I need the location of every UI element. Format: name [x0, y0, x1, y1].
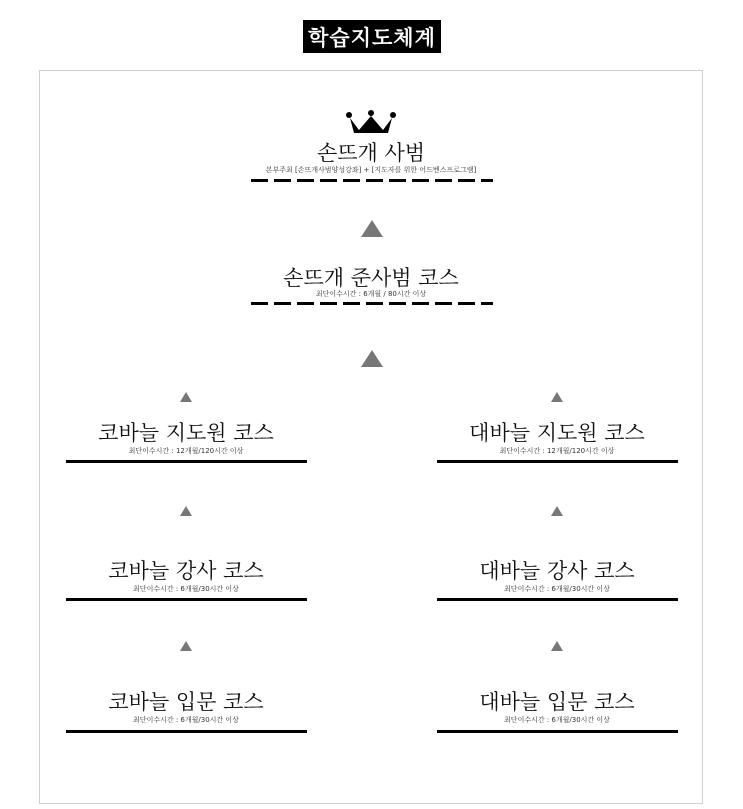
top-node-subtitle: 본부주최 [손뜨개사범양성강좌] + [지도자를 위한 어드벤스프로그램] [265, 166, 477, 174]
right-node-3-underline [437, 730, 678, 733]
triangle-up-icon [180, 641, 192, 651]
left-node-1-subtitle: 최단이수시간 : 12개월/120시간 이상 [128, 447, 244, 455]
page-title: 학습지도체계 [303, 20, 441, 53]
top-node-underline [251, 179, 493, 182]
top-node-title: 손뜨개 사범 [316, 141, 426, 165]
triangle-up-icon [551, 392, 563, 402]
right-node-1-underline [437, 460, 678, 463]
right-node-1-subtitle: 최단이수시간 : 12개월/120시간 이상 [499, 447, 615, 455]
left-node-3-subtitle: 최단이수시간 : 6개월/30시간 이상 [133, 716, 239, 724]
second-node-underline [251, 302, 493, 305]
right-node-2-subtitle: 최단이수시간 : 6개월/30시간 이상 [504, 585, 610, 593]
right-node-3-subtitle: 최단이수시간 : 6개월/30시간 이상 [504, 716, 610, 724]
triangle-up-icon [551, 641, 563, 651]
left-node-3-title: 코바늘 입문 코스 [108, 690, 264, 714]
left-node-3-underline [66, 730, 307, 733]
right-node-2-underline [437, 598, 678, 601]
second-node-title: 손뜨개 준사범 코스 [283, 266, 459, 290]
triangle-up-icon [551, 506, 563, 516]
second-node-subtitle: 최단이수시간 : 6개월 / 80시간 이상 [315, 290, 427, 298]
right-node-3-title: 대바늘 입문 코스 [479, 690, 635, 714]
right-node-2-title: 대바늘 강사 코스 [479, 559, 635, 583]
triangle-up-icon [180, 392, 192, 402]
left-node-2-subtitle: 최단이수시간 : 6개월/30시간 이상 [133, 585, 239, 593]
triangle-up-icon [361, 350, 383, 367]
left-node-2-underline [66, 598, 307, 601]
right-node-1-title: 대바늘 지도원 코스 [469, 421, 645, 445]
left-node-1-title: 코바늘 지도원 코스 [98, 421, 274, 445]
left-node-2-title: 코바늘 강사 코스 [108, 559, 264, 583]
triangle-up-icon [361, 220, 383, 237]
crown-icon [346, 110, 396, 136]
left-node-1-underline [66, 460, 307, 463]
triangle-up-icon [180, 506, 192, 516]
